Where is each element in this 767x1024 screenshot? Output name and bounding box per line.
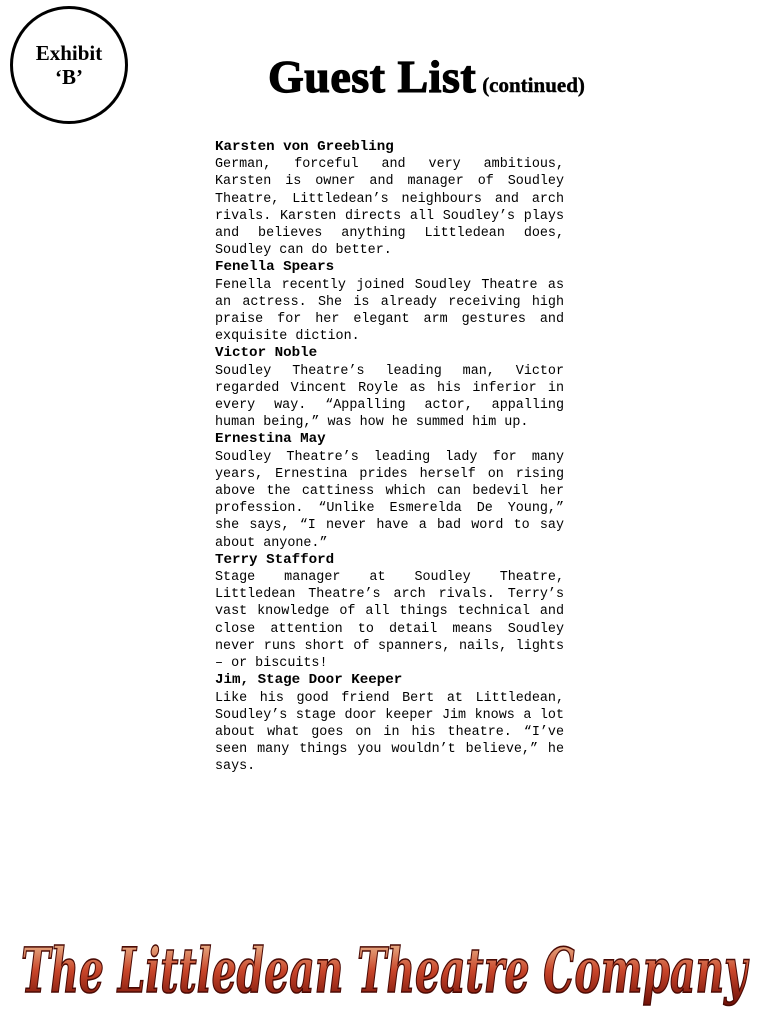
- guest-name: Ernestina May: [215, 431, 326, 448]
- guest-description: Fenella recently joined Soudley Theatre as an actress. She is already receiving high praise for her elegant arm gestures and exquisite diction.: [215, 277, 564, 345]
- guest-description: Stage manager at Soudley Theatre, Littledean Theatre’s arch rivals. Terry’s vast knowledge of all things technical and close attention to detail means Soudley never runs short of spanners, nails, lights – or biscuits!: [215, 570, 564, 672]
- guest-description: Soudley Theatre’s leading lady for many years, Ernestina prides herself on rising above the cattiness which can bedevil her profession. “Unlike Esmerelda De Young,” she says, “I never have a bad word to say about anyone.”: [215, 449, 564, 551]
- company-logo-text: The Littledean Theatre Company: [21, 934, 750, 1007]
- page-title: [268, 50, 585, 103]
- guest-name: Victor Noble: [215, 345, 318, 362]
- exhibit-label: Exhibit: [35, 41, 103, 65]
- guest-description: Soudley Theatre’s leading man, Victor regarded Vincent Royle as his inferior in every way. “Appalling actor, appalling human being,” was how he summed him up.: [215, 363, 564, 431]
- guest-list: [215, 139, 564, 776]
- guest-name: Fenella Spears: [215, 259, 335, 276]
- guest-name: Karsten von Greebling: [215, 139, 394, 155]
- company-logo: [16, 922, 752, 1018]
- page-title-main: Guest List: [268, 51, 477, 102]
- page-title-sub: (continued): [482, 73, 585, 97]
- guest-description: German, forceful and very ambitious, Karsten is owner and manager of Soudley Theatre, Littledean’s neighbours and arch rivals. Karsten directs all Soudley’s plays and believes anything Littledean does, Soudley can do better.: [215, 157, 564, 259]
- guest-name: Jim, Stage Door Keeper: [215, 672, 403, 689]
- company-logo-image: [16, 922, 752, 1018]
- guest-description: Like his good friend Bert at Littledean, Soudley’s stage door keeper Jim knows a lot about what goes on in his theatre. “I’ve seen many things you wouldn’t believe,” he says.: [215, 690, 564, 775]
- exhibit-letter: ‘B’: [55, 65, 83, 89]
- exhibit-badge: [10, 6, 128, 124]
- guest-name: Terry Stafford: [215, 551, 335, 568]
